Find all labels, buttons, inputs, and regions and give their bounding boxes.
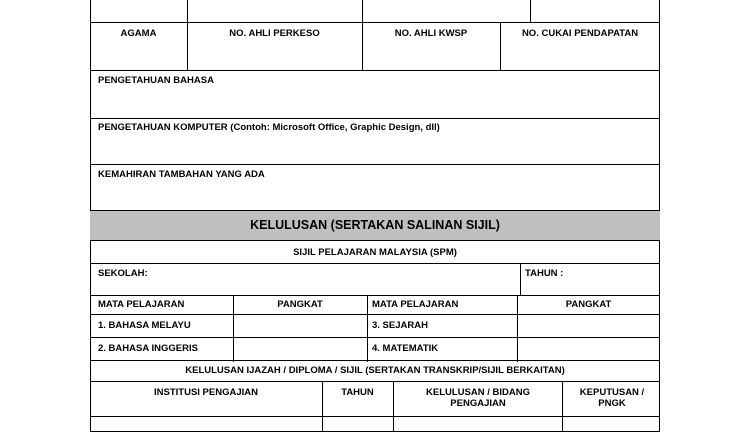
tahun-label: TAHUN : [525,268,564,279]
agama-label: AGAMA [120,28,157,39]
subject-matematik: 4. MATEMATIK [372,343,439,354]
pangkat-header-1: PANGKAT [277,299,323,310]
perkeso-label: NO. AHLI PERKESO [229,28,320,39]
subject-bahasa-melayu: 1. BAHASA MELAYU [98,320,191,331]
application-form [90,0,660,430]
tambahan-label: KEMAHIRAN TAMBAHAN YANG ADA [98,169,265,180]
col-institusi: INSTITUSI PENGAJIAN [154,387,258,398]
kwsp-label: NO. AHLI KWSP [394,28,468,39]
spm-title: SIJIL PELAJARAN MALAYSIA (SPM) [293,247,457,258]
col-kelulusan: KELULUSAN / BIDANG PENGAJIAN [426,387,530,409]
komputer-label: PENGETAHUAN KOMPUTER (Contoh: Microsoft Office, Graphic Design, dll) [98,122,440,133]
sekolah-label: SEKOLAH: [98,268,148,279]
ijazah-title: KELULUSAN IJAZAH / DIPLOMA / SIJIL (SERTAKAN TRANSKRIP/SIJIL BERKAITAN) [185,365,565,376]
kelulusan-banner: KELULUSAN (SERTAKAN SALINAN SIJIL) [90,211,660,240]
col-keputusan: KEPUTUSAN / PNGK [579,387,645,409]
cukai-label: NO. CUKAI PENDAPATAN [521,28,639,39]
subject-sejarah: 3. SEJARAH [372,320,428,331]
subject-bahasa-inggeris: 2. BAHASA INGGERIS [98,343,198,354]
col-tahun: TAHUN [341,387,374,398]
bahasa-label: PENGETAHUAN BAHASA [98,75,214,86]
pangkat-header-2: PANGKAT [565,299,612,310]
mata-pelajaran-header-2: MATA PELAJARAN [372,299,459,310]
mata-pelajaran-header-1: MATA PELAJARAN [98,299,185,310]
